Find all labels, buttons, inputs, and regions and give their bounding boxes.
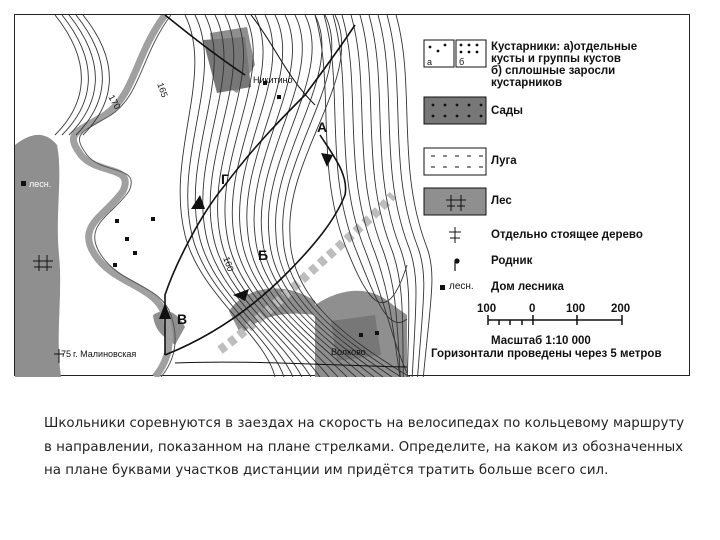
map-figure	[14, 14, 690, 376]
legend-single-tree: Отдельно стоящее дерево	[491, 229, 643, 241]
contour-line	[324, 15, 407, 323]
scale-tick-3: 200	[611, 303, 631, 315]
legend-meadows: Луга	[491, 155, 517, 167]
height-label-c: 170	[106, 92, 123, 112]
contour-line	[62, 15, 88, 135]
scale-bar	[488, 315, 622, 325]
contour-note: Горизонтали проведены через 5 метров	[431, 348, 662, 360]
height-label-a: 165	[155, 81, 170, 99]
scale-tick-2: 100	[566, 303, 586, 315]
legend-swatch-gardens	[424, 97, 486, 124]
legend-forest: Лес	[491, 195, 512, 207]
village-north-label: Никитино	[253, 75, 293, 85]
legend-spring-icon	[455, 259, 459, 271]
mountain-height-label: 75	[61, 349, 72, 359]
legend-shrubs-sub-a: а	[427, 57, 433, 67]
point-g-label: Г	[221, 171, 229, 187]
point-b-label: Б	[258, 247, 269, 263]
contour-line	[69, 15, 95, 135]
scale-tick-0: 100	[477, 303, 497, 315]
legend-house-icon	[440, 285, 445, 290]
contour-line	[55, 15, 81, 135]
legend-shrubs-line4: кустарников	[491, 77, 563, 89]
legend-shrubs-line3: б) сплошные заросли	[491, 65, 616, 77]
legend-shrubs-line1: Кустарники: а)отдельные	[491, 41, 638, 53]
forester-label: лесн.	[29, 179, 52, 189]
legend-forester-house: Дом лесника	[491, 281, 564, 293]
question-text: Школьники соревнуются в заездах на скорость на велосипедах по кольцевому маршруту в направлении, показанном на плане стрелками. Определите, на каком из обозначенных на плане буквами участков дистанции им придётся тратить больше всего сил.	[44, 416, 685, 478]
legend-tree-icon	[449, 227, 461, 243]
mountain-label: г. Малиновская	[73, 349, 137, 359]
point-a-label: А	[317, 119, 328, 135]
scale-tick-1: 0	[529, 303, 536, 315]
point-v-label: В	[177, 311, 188, 327]
legend-swatch-forest	[424, 188, 486, 215]
legend-spring: Родник	[491, 255, 533, 267]
legend-shrubs-line2: кусты и группы кустов	[491, 53, 621, 65]
scale-text: Масштаб 1:10 000	[491, 335, 591, 347]
village-south-label: Волково	[331, 347, 366, 357]
legend-swatch-meadows	[424, 148, 486, 175]
legend-gardens: Сады	[491, 105, 523, 117]
legend-forester-abbrev: лесн.	[449, 281, 474, 292]
height-label-b: 160	[221, 255, 236, 273]
legend-shrubs-sub-b: б	[459, 57, 465, 67]
